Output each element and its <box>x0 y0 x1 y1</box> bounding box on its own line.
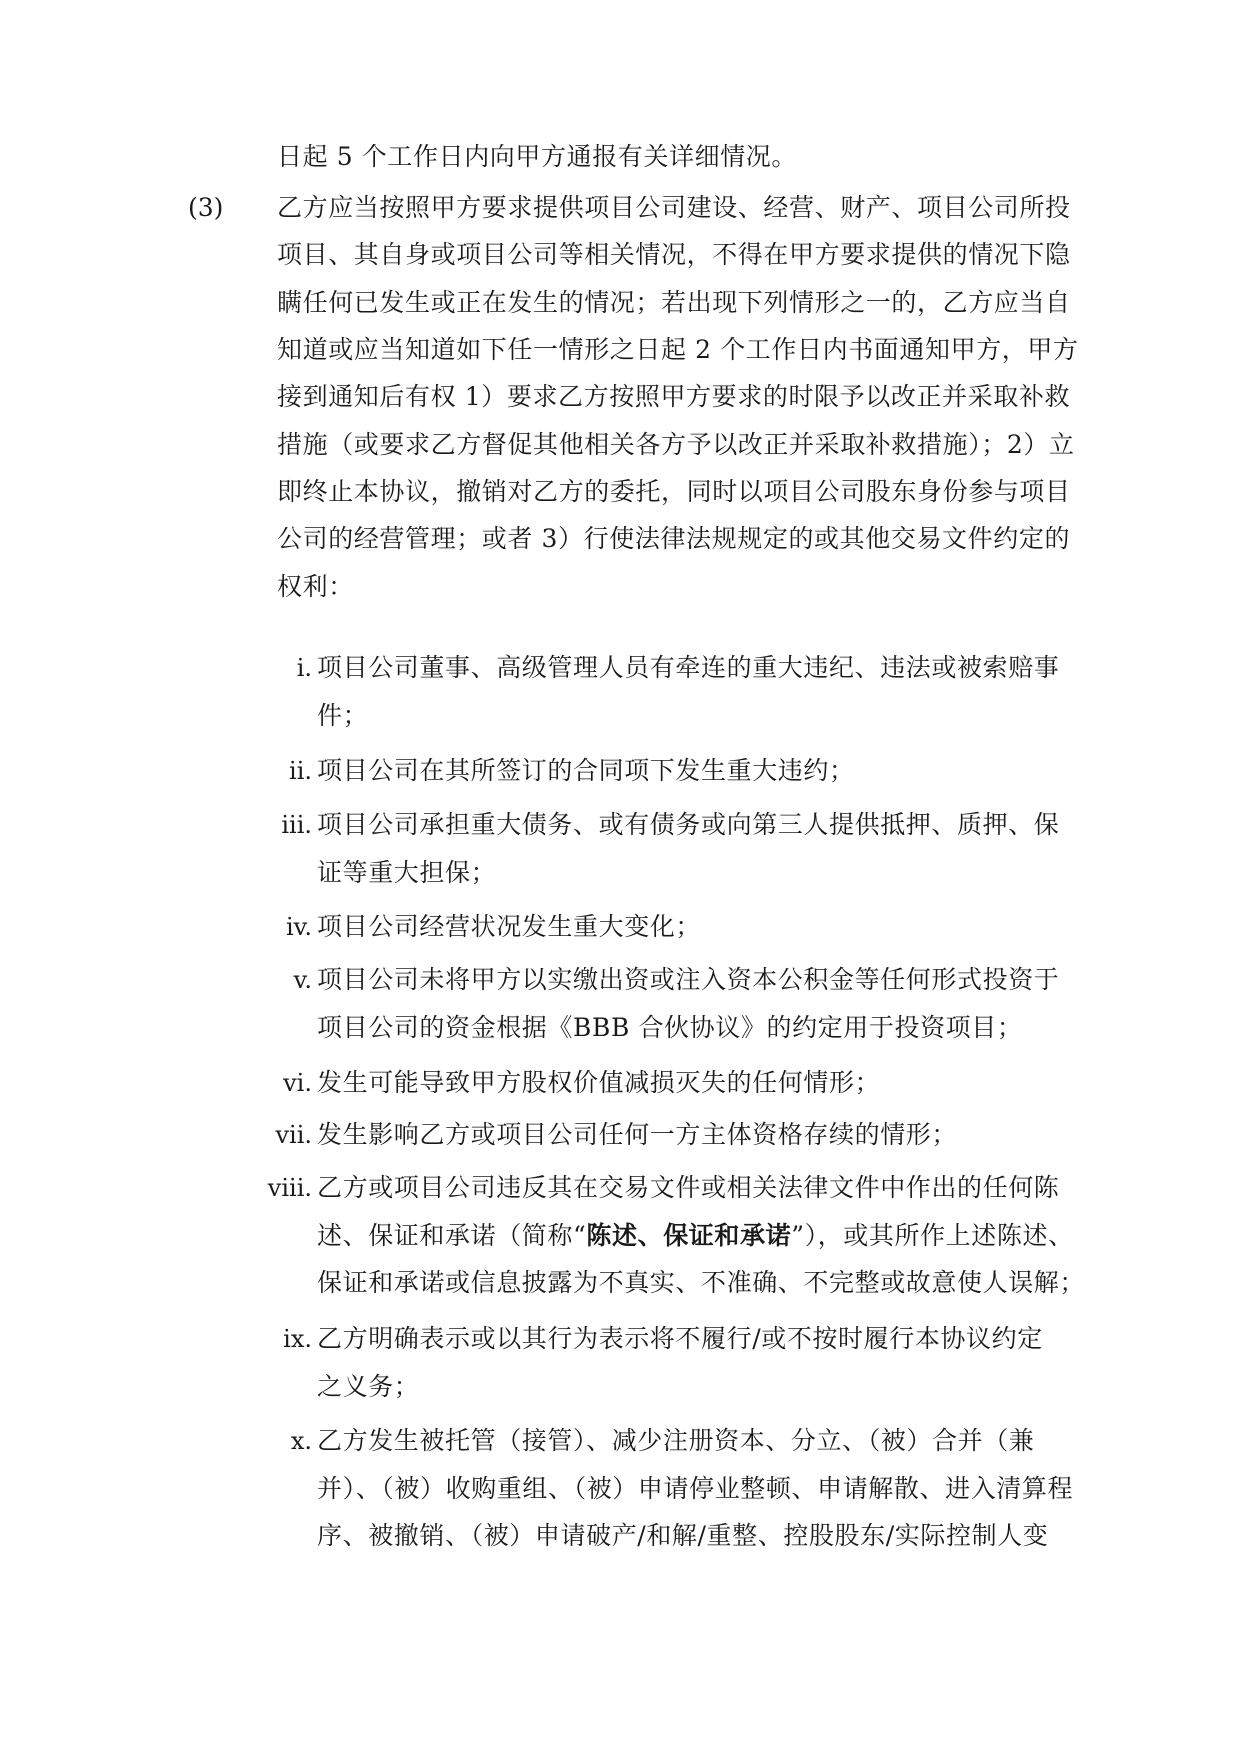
defined-term: 陈述、保证和承诺 <box>586 1221 792 1250</box>
item-line: 项目公司未将甲方以实缴出资或注入资本公积金等任何形式投资于 <box>317 965 1060 994</box>
item-line: 项目公司承担重大债务、或有债务或向第三人提供抵押、质押、保 <box>317 810 1060 839</box>
item-line: 序、被撤销、（被）申请破产/和解/重整、控股股东/实际控制人变 <box>317 1521 1049 1550</box>
item-line-text: ”），或其所作上述陈述、 <box>791 1221 1074 1250</box>
item-marker: ii. <box>289 757 312 785</box>
clause-line: 即终止本协议，撤销对乙方的委托，同时以项目公司股东身份参与项目 <box>277 477 1071 506</box>
clause-line: 权利： <box>277 572 354 601</box>
item-marker: viii. <box>267 1174 312 1202</box>
clause-line: 措施（或要求乙方督促其他相关各方予以改正并采取补救措施）；2）立 <box>277 430 1075 459</box>
item-line: 件； <box>317 701 369 730</box>
item-marker: x. <box>290 1427 312 1455</box>
item-line: 证等重大担保； <box>317 858 497 887</box>
item-marker: v. <box>293 966 312 994</box>
item-line: 乙方明确表示或以其行为表示将不履行/或不按时履行本协议约定 <box>317 1324 1043 1353</box>
item-line: 并）、（被）收购重组、（被）申请停业整顿、申请解散、进入清算程 <box>317 1474 1074 1503</box>
item-marker: i. <box>296 654 312 682</box>
clause-line: 公司的经营管理；或者 3）行使法律法规规定的或其他交易文件约定的 <box>277 524 1071 553</box>
item-marker: vii. <box>275 1121 312 1149</box>
continuation-text: 日起 5 个工作日内向甲方通报有关详细情况。 <box>277 142 798 171</box>
item-marker: vi. <box>283 1069 312 1097</box>
clause-line: 项目、其自身或项目公司等相关情况，不得在甲方要求提供的情况下隐 <box>277 240 1071 269</box>
item-line-with-bold-term <box>317 1221 1074 1251</box>
item-line: 发生影响乙方或项目公司任何一方主体资格存续的情形； <box>317 1120 958 1149</box>
clause-number: (3) <box>188 193 224 222</box>
item-line: 保证和承诺或信息披露为不真实、不准确、不完整或故意使人误解； <box>317 1268 1086 1297</box>
item-marker: iv. <box>285 913 312 941</box>
clause-line: 瞒任何已发生或正在发生的情况；若出现下列情形之一的，乙方应当自 <box>277 288 1071 317</box>
item-line: 项目公司董事、高级管理人员有牵连的重大违纪、违法或被索赔事 <box>317 653 1060 682</box>
item-line: 项目公司的资金根据《BBB 合伙协议》的约定用于投资项目； <box>317 1013 1023 1042</box>
item-line: 项目公司在其所签订的合同项下发生重大违约； <box>317 756 855 785</box>
item-line: 乙方或项目公司违反其在交易文件或相关法律文件中作出的任何陈 <box>317 1173 1060 1202</box>
clause-line: 乙方应当按照甲方要求提供项目公司建设、经营、财产、项目公司所投 <box>277 193 1071 222</box>
clause-line: 知道或应当知道如下任一情形之日起 2 个工作日内书面通知甲方，甲方 <box>277 335 1079 364</box>
item-marker: iii. <box>281 811 312 839</box>
item-line: 项目公司经营状况发生重大变化； <box>317 912 702 941</box>
item-line: 发生可能导致甲方股权价值减损灭失的任何情形； <box>317 1068 881 1097</box>
item-line: 乙方发生被托管（接管）、减少注册资本、分立、（被）合并（兼 <box>317 1426 1035 1455</box>
item-line: 之义务； <box>317 1372 420 1401</box>
item-marker: ix. <box>283 1325 312 1353</box>
item-line-text: 述、保证和承诺（简称“ <box>317 1221 587 1250</box>
clause-line: 接到通知后有权 1）要求乙方按照甲方要求的时限予以改正并采取补救 <box>277 382 1071 411</box>
